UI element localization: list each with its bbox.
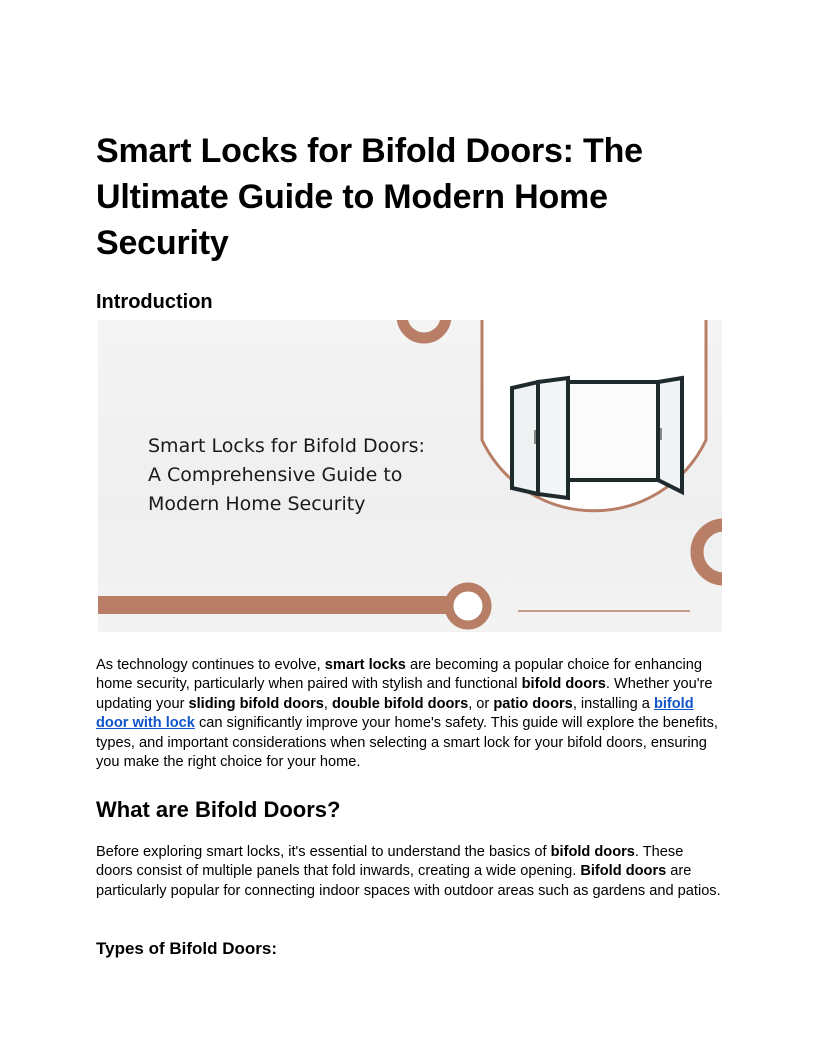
subheading: Types of Bifold Doors: <box>96 939 278 958</box>
bold-text: smart locks <box>324 657 406 673</box>
intro-paragraph <box>96 656 722 772</box>
bold-text: double bifold doors <box>332 695 469 712</box>
decor-ring-bottom <box>449 587 487 625</box>
text: . These doors consist of multiple panels that fold inwards, creating a wide opening. <box>96 844 684 880</box>
banner-title-line: Modern Home Security <box>148 493 366 515</box>
text: can significantly improve your home's safety. This guide will explore the benefits, types, and important considerations when selecting a smart lock for your bifold doors, ensuring you make the right choice for your home. <box>96 715 718 771</box>
banner-title-line: A Comprehensive Guide to <box>148 464 403 486</box>
text: , or <box>468 695 494 712</box>
text: are particularly popular for connecting indoor spaces with outdoor areas such as gardens and patios. <box>96 863 721 899</box>
bold-text: patio doors <box>493 695 573 712</box>
text: . Whether you're updating your <box>96 676 713 712</box>
decor-bar-bottom <box>98 596 454 614</box>
banner-title-line: Smart Locks for Bifold Doors: <box>148 435 425 457</box>
decor-ring-top <box>402 320 446 338</box>
hero-banner-image <box>98 320 722 632</box>
bold-text: bifold doors <box>521 676 606 693</box>
section-heading: What are Bifold Doors? <box>96 797 341 822</box>
banner-title <box>148 432 468 519</box>
page-title: Smart Locks for Bifold Doors: The Ultimate Guide to Modern Home Security <box>96 132 643 262</box>
bold-text: Bifold doors <box>580 863 667 880</box>
text: As technology continues to evolve, <box>96 657 325 673</box>
intro-heading: Introduction <box>96 291 213 313</box>
text: Before exploring smart locks, it's essential to understand the basics of <box>96 844 551 860</box>
bifold-door-with-lock-link[interactable]: bifold door with lock <box>96 695 694 732</box>
bold-text: sliding bifold doors <box>188 695 324 712</box>
bifold-paragraph <box>96 843 722 901</box>
bifold-door-illustration <box>512 378 682 498</box>
decor-ring-right <box>697 525 722 579</box>
text: , installing a <box>572 695 654 712</box>
text: , <box>323 695 332 712</box>
bold-text: bifold doors <box>550 844 635 860</box>
text: are becoming a popular choice for enhancing home security, particularly when paired with stylish and functional <box>96 657 703 693</box>
